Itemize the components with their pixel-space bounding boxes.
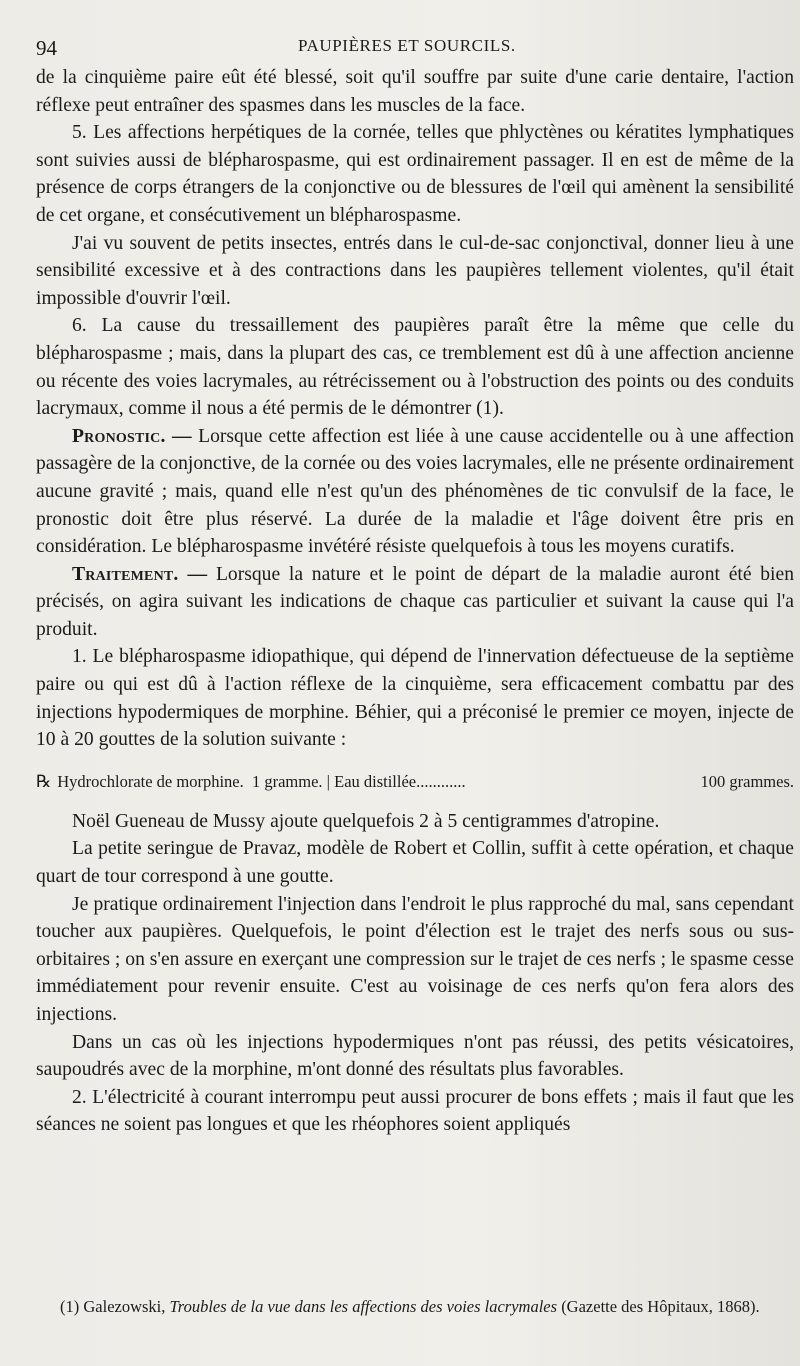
page-header (36, 30, 790, 64)
paragraph: La petite seringue de Pravaz, modèle de Robert et Collin, suffit à cette opération, et chaque quart de tour correspond à une goutte. (36, 838, 794, 888)
running-head: PAUPIÈRES ET SOURCILS. (298, 36, 516, 55)
page-number: 94 (36, 36, 57, 60)
section-heading-traitement: Traitement. — (72, 563, 208, 585)
prescription-formula (36, 770, 794, 794)
paragraph: J'ai vu souvent de petits insectes, entrés dans le cul-de-sac conjonctival, donner lieu à une sensibilité excessive et à des contractions dans les paupières tellement violentes, qu'il était impossible d'ouvrir l'œil. (36, 232, 794, 309)
formula-solvent: Eau distillée............ (334, 771, 466, 791)
paragraph-text: Lorsque la nature et le point de départ de la maladie auront été bien précisés, on agira suivant les indications de chaque cas particulier et suivant la cause qui l'a produit. (36, 563, 794, 640)
paragraph-text: Lorsque cette affection est liée à une cause accidentelle ou à une affection passagère de la conjonctive, de la cornée ou des voies lacrymales, elle ne présente ordinairement aucune gravité ; mais, quand elle n'est qu'un des phénomènes de tic convulsif de la face, le pronostic doit être plus réservé. La durée de la maladie et l'âge doivent être pris en considération. Le blépharospasme invétéré résiste quelquefois à tous les moyens curatifs. (36, 425, 794, 558)
formula-separator: | (326, 771, 330, 791)
paragraph: 2. L'électricité à courant interrompu peut aussi procurer de bons effets ; mais il faut que les séances ne soient pas longues et que les rhéophores soient appliqués (36, 1086, 794, 1136)
paragraph: 5. Les affections herpétiques de la cornée, telles que phlyctènes ou kératites lymphatiques sont suivies aussi de blépharospasme, qui est ordinairement passager. Il en est de même de la présence de corps étrangers de la conjonctive ou de blessures de l'œil qui amènent la sensibilité de cet organe, et consécutivement un blépharospasme. (36, 122, 794, 226)
footnote-marker: (1) Galezowski, (60, 1297, 166, 1316)
section-heading-pronostic: Pronostic. — (72, 425, 192, 447)
paragraph: de la cinquième paire eût été blessé, soit qu'il souffre par suite d'une carie dentaire, l'action réflexe peut entraîner des spasmes dans les muscles de la face. (36, 67, 794, 116)
paragraph: Noël Gueneau de Mussy ajoute quelquefois 2 à 5 centigrammes d'atropine. (72, 810, 660, 832)
paragraph-pronostic (36, 423, 794, 561)
paragraph: Dans un cas où les injections hypodermiques n'ont pas réussi, des petits vésicatoires, saupoudrés avec de la morphine, m'ont donné des résultats plus favorables. (36, 1031, 794, 1081)
paragraph: 1. Le blépharospasme idiopathique, qui dépend de l'innervation défectueuse de la septième paire ou qui est dû à l'action réflexe de la cinquième, sera efficacement combattu par des injections hypodermiques de morphine. Béhier, qui a préconisé le premier ce moyen, injecte de 10 à 20 gouttes de la solution suivante : (36, 646, 794, 751)
paragraph-traitement (36, 561, 794, 644)
body-text (36, 64, 794, 1139)
paragraph: Je pratique ordinairement l'injection dans l'endroit le plus rapproché du mal, sans cependant toucher aux paupières. Quelquefois, le point d'élection est le trajet des nerfs sous ou sus-orbitaires ; on s'en assure en exerçant une compression sur le trajet de ces nerfs ; le spasme cesse immédiatement pour revenir ensuite. C'est au voisinage de ces nerfs qu'on fera alors des injections. (36, 893, 794, 1025)
footnote-title: Troubles de la vue dans les affections des voies lacrymales (169, 1297, 558, 1316)
footnote-year: 1868). (716, 1297, 760, 1316)
paragraph: 6. La cause du tressaillement des paupières paraît être la même que celle du blépharospasme ; mais, dans la plupart des cas, ce tremblement est dû à une affection ancienne ou récente des voies lacrymales, au rétrécissement ou à l'obstruction des points ou des conduits lacrymaux, comme il nous a été permis de le démontrer (1). (36, 315, 794, 420)
formula-amount: 1 gramme. (251, 771, 323, 791)
footnote (60, 1296, 796, 1318)
recipe-symbol-icon: ℞ (36, 771, 52, 791)
formula-solvent-amount: 100 grammes. (700, 771, 794, 791)
footnote-source: (Gazette des Hôpitaux, (561, 1297, 713, 1316)
formula-ingredient: Hydrochlorate de morphine. (57, 771, 244, 791)
